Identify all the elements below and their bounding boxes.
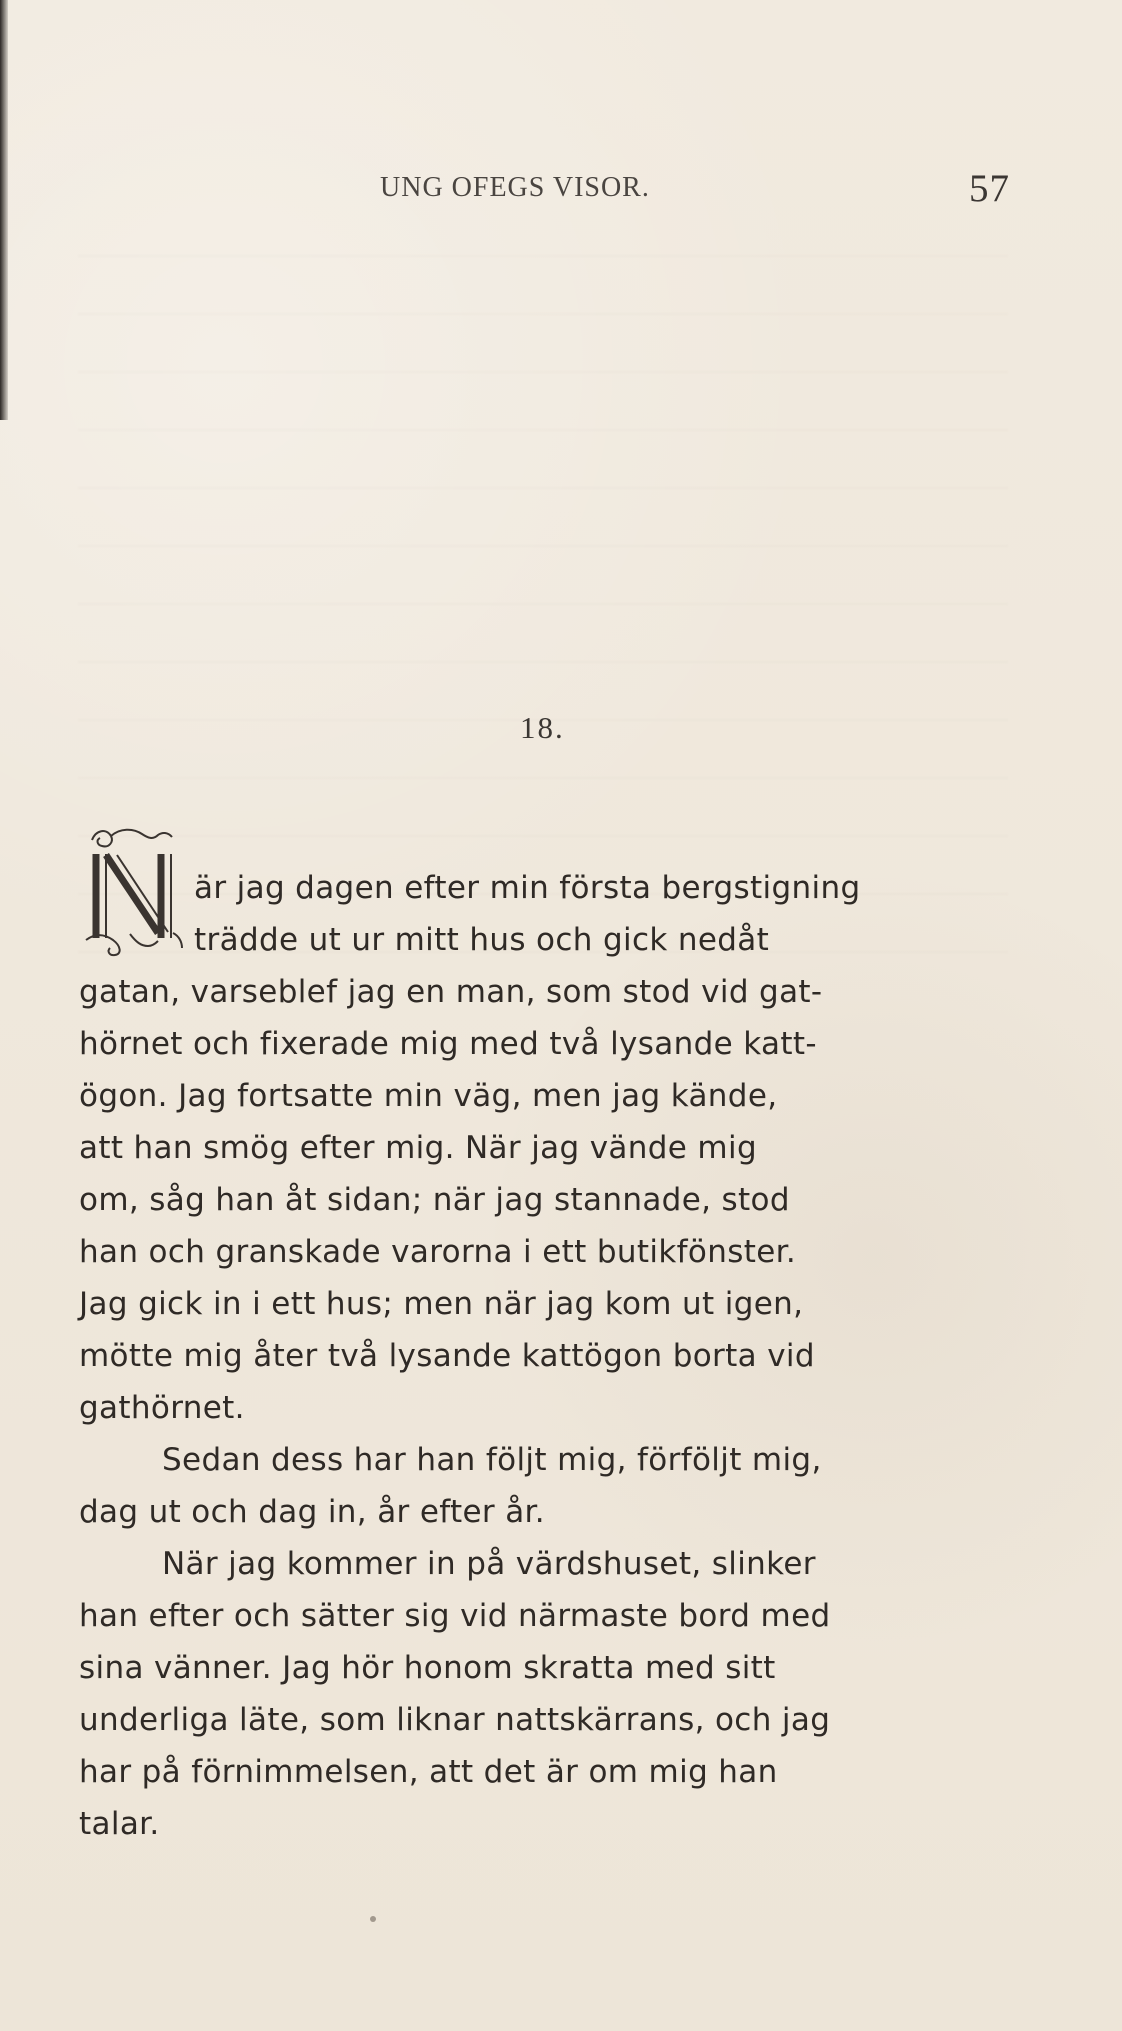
page-header bbox=[380, 166, 1010, 208]
text-line-content: sina vänner. Jag hör honom skratta med sitt bbox=[79, 1650, 776, 1686]
main-text-block bbox=[79, 862, 1009, 1850]
text-line bbox=[79, 1486, 1009, 1538]
text-line bbox=[79, 1278, 1009, 1330]
text-line-content: om, såg han åt sidan; när jag stannade, stod bbox=[79, 1182, 790, 1218]
text-line bbox=[79, 1330, 1009, 1382]
text-line-content: han efter och sätter sig vid närmaste bord med bbox=[79, 1598, 831, 1634]
text-line bbox=[79, 1746, 1009, 1798]
text-line-content: hörnet och fixerade mig med två lysande katt- bbox=[79, 1026, 817, 1062]
text-line-content: trädde ut ur mitt hus och gick nedåt bbox=[194, 922, 770, 958]
text-line-content: har på förnimmelsen, att det är om mig han bbox=[79, 1754, 778, 1790]
text-line-content: underliga läte, som liknar nattskärrans, och jag bbox=[79, 1702, 831, 1738]
text-line-content: ögon. Jag fortsatte min väg, men jag kände, bbox=[79, 1078, 778, 1114]
running-title: UNG OFEGS VISOR. bbox=[380, 172, 650, 203]
text-line-content: Jag gick in i ett hus; men när jag kom ut igen, bbox=[79, 1286, 804, 1322]
text-line-content: Sedan dess har han följt mig, förföljt mig, bbox=[162, 1442, 822, 1478]
text-line-content: att han smög efter mig. När jag vände mig bbox=[79, 1130, 757, 1166]
text-line bbox=[79, 1434, 1009, 1486]
text-line-content: är jag dagen efter min första bergstigning bbox=[194, 870, 861, 906]
paper-speck bbox=[370, 1916, 376, 1922]
text-line-content: När jag kommer in på värdshuset, slinker bbox=[162, 1546, 816, 1582]
text-line bbox=[79, 1070, 1009, 1122]
text-line-content: gathörnet. bbox=[79, 1390, 245, 1426]
page-number: 57 bbox=[969, 167, 1010, 210]
text-line bbox=[79, 1382, 1009, 1434]
text-line bbox=[79, 1694, 1009, 1746]
page-edge-shadow bbox=[0, 0, 8, 420]
text-line bbox=[79, 862, 1009, 914]
text-line-content: mötte mig åter två lysande kattögon borta vid bbox=[79, 1338, 815, 1374]
text-line bbox=[79, 1174, 1009, 1226]
text-line bbox=[79, 1226, 1009, 1278]
text-line bbox=[79, 1590, 1009, 1642]
text-line bbox=[79, 1122, 1009, 1174]
text-line-content: gatan, varseblef jag en man, som stod vid gat- bbox=[79, 974, 823, 1010]
text-line bbox=[79, 1642, 1009, 1694]
text-line bbox=[79, 1018, 1009, 1070]
text-line-content: talar. bbox=[79, 1806, 160, 1842]
text-line bbox=[79, 1798, 1009, 1850]
text-line bbox=[79, 914, 1009, 966]
text-line bbox=[79, 1538, 1009, 1590]
text-line-content: dag ut och dag in, år efter år. bbox=[79, 1494, 546, 1530]
text-line-content: han och granskade varorna i ett butikfönster. bbox=[79, 1234, 797, 1270]
text-line bbox=[79, 966, 1009, 1018]
section-number: 18. bbox=[520, 710, 565, 745]
